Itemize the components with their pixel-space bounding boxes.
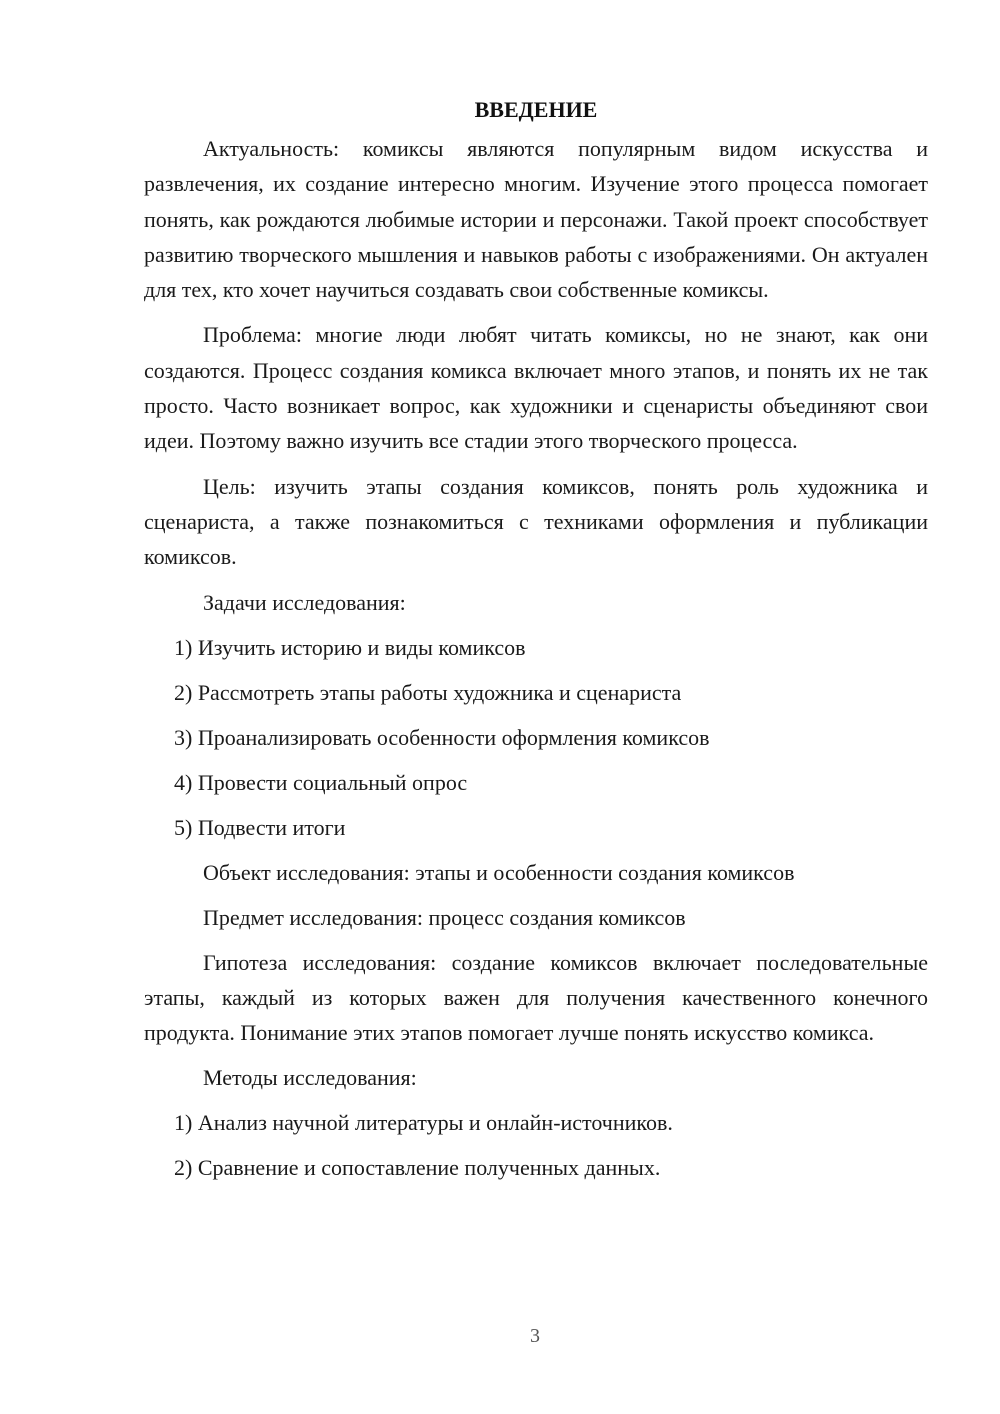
page-number: 3 bbox=[530, 1325, 540, 1347]
research-subject: Предмет исследования: процесс создания комиксов bbox=[203, 904, 686, 930]
document-page bbox=[144, 93, 928, 1195]
methods-title: Методы исследования: bbox=[203, 1065, 417, 1091]
research-object: Объект исследования: этапы и особенности создания комиксов bbox=[203, 859, 795, 885]
task-item-5: 5) Подвести итоги bbox=[174, 814, 346, 840]
task-item-2: 2) Рассмотреть этапы работы художника и сценариста bbox=[174, 679, 682, 705]
section-heading: ВВЕДЕНИЕ bbox=[474, 97, 598, 122]
task-item-3: 3) Проанализировать особенности оформления комиксов bbox=[174, 724, 710, 750]
method-item-2: 2) Сравнение и сопоставление полученных данных. bbox=[174, 1155, 661, 1181]
problem-paragraph: Проблема: многие люди любят читать комиксы, но не знают, как они создаются. Процесс создания комикса включает много этапов, и понять их не так просто. Часто возникает вопрос, как художники и сценаристы объединяют свои идеи. Поэтому важно изучить все стадии этого творческого процесса. bbox=[144, 322, 928, 454]
method-item-1: 1) Анализ научной литературы и онлайн-источников. bbox=[174, 1110, 673, 1136]
tasks-title: Задачи исследования: bbox=[203, 589, 406, 615]
task-item-1: 1) Изучить историю и виды комиксов bbox=[174, 634, 526, 660]
task-item-4: 4) Провести социальный опрос bbox=[174, 769, 468, 795]
hypothesis-paragraph: Гипотеза исследования: создание комиксов включает последовательные этапы, каждый из которых важен для получения качественного конечного продукта. Понимание этих этапов помогает лучше понять искусство комикса. bbox=[144, 949, 928, 1046]
goal-paragraph: Цель: изучить этапы создания комиксов, понять роль художника и сценариста, а также познакомиться с техниками оформления и публикации комиксов. bbox=[144, 473, 928, 570]
relevance-paragraph: Актуальность: комиксы являются популярным видом искусства и развлечения, их создание интересно многим. Изучение этого процесса помогает понять, как рождаются любимые истории и персонажи. Такой проект способствует развитию творческого мышления и навыков работы с изображениями. Он актуален для тех, кто хочет научиться создавать свои собственные комиксы. bbox=[144, 136, 928, 303]
